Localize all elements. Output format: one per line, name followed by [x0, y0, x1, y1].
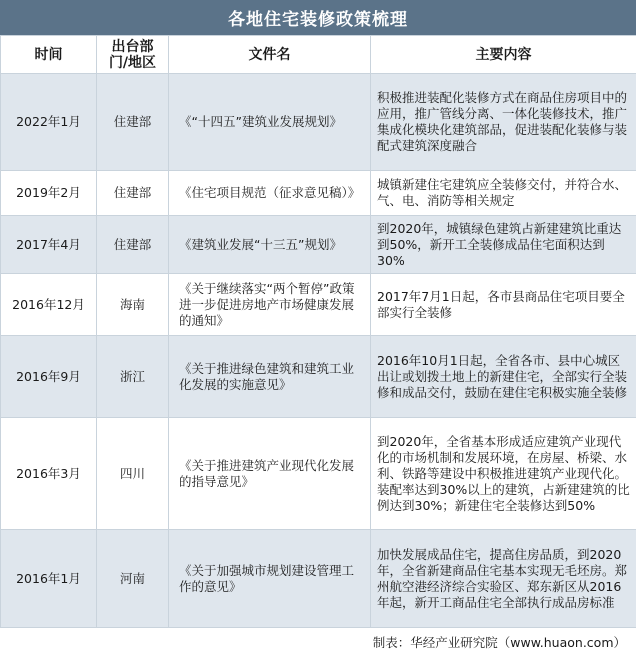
cell-dept: 河南: [97, 530, 169, 628]
cell-content: 到2020年，全省基本形成适应建筑产业现代化的市场机制和发展环境，在房屋、桥梁、水利、铁路等建设中积极推进建筑产业现代化。装配率达到30%以上的建筑，占新建建筑的比例达到30%；新建住宅全装修达到50%: [371, 418, 636, 530]
table-row: [1, 74, 636, 171]
cell-doc: 《关于推进建筑产业现代化发展的指导意见》: [169, 418, 371, 530]
cell-doc: 《住宅项目规范（征求意见稿）》: [169, 171, 371, 216]
cell-content: 到2020年，城镇绿色建筑占新建建筑比重达到50%，新开工全装修成品住宅面积达到30%: [371, 216, 636, 274]
cell-time: 2016年12月: [1, 274, 97, 336]
cell-time: 2016年3月: [1, 418, 97, 530]
cell-content: 积极推进装配化装修方式在商品住房项目中的应用，推广管线分离、一体化装修技术，推广集成化模块化建筑部品，促进装配化装修与装配式建筑深度融合: [371, 74, 636, 171]
table-row: [1, 336, 636, 418]
header-dept: 出台部门/地区: [97, 36, 169, 74]
header-doc: 文件名: [169, 36, 371, 74]
cell-time: 2019年2月: [1, 171, 97, 216]
cell-dept: 浙江: [97, 336, 169, 418]
cell-content: 城镇新建住宅建筑应全装修交付，并符合水、气、电、消防等相关规定: [371, 171, 636, 216]
header-content: 主要内容: [371, 36, 636, 74]
cell-time: 2016年9月: [1, 336, 97, 418]
table-row: [1, 216, 636, 274]
cell-doc: 《关于继续落实“两个暂停”政策进一步促进房地产市场健康发展的通知》: [169, 274, 371, 336]
policy-table: [0, 35, 636, 628]
header-time: 时间: [1, 36, 97, 74]
cell-dept: 住建部: [97, 216, 169, 274]
cell-content: 加快发展成品住宅，提高住房品质，到2020年，全省新建商品住宅基本实现无毛坯房。郑州航空港经济综合实验区、郑东新区从2016年起，新开工商品住宅全部执行成品房标准: [371, 530, 636, 628]
table-row: [1, 418, 636, 530]
table-title: 各地住宅装修政策梳理: [0, 0, 636, 35]
cell-dept: 住建部: [97, 74, 169, 171]
cell-time: 2016年1月: [1, 530, 97, 628]
cell-dept: 四川: [97, 418, 169, 530]
cell-doc: 《“十四五”建筑业发展规划》: [169, 74, 371, 171]
cell-time: 2017年4月: [1, 216, 97, 274]
cell-dept: 住建部: [97, 171, 169, 216]
cell-doc: 《关于加强城市规划建设管理工作的意见》: [169, 530, 371, 628]
cell-content: 2016年10月1日起，全省各市、县中心城区出让或划拨土地上的新建住宅，全部实行全装修和成品交付，鼓励在建住宅积极实施全装修: [371, 336, 636, 418]
source-note: 制表：华经产业研究院（www.huaon.com）: [372, 635, 626, 650]
cell-content: 2017年7月1日起，各市县商品住宅项目要全部实行全装修: [371, 274, 636, 336]
cell-time: 2022年1月: [1, 74, 97, 171]
table-row: [1, 530, 636, 628]
table-row: [1, 274, 636, 336]
table-row: [1, 171, 636, 216]
cell-doc: 《关于推进绿色建筑和建筑工业化发展的实施意见》: [169, 336, 371, 418]
header-row: [1, 36, 636, 74]
cell-doc: 《建筑业发展“十三五”规划》: [169, 216, 371, 274]
cell-dept: 海南: [97, 274, 169, 336]
